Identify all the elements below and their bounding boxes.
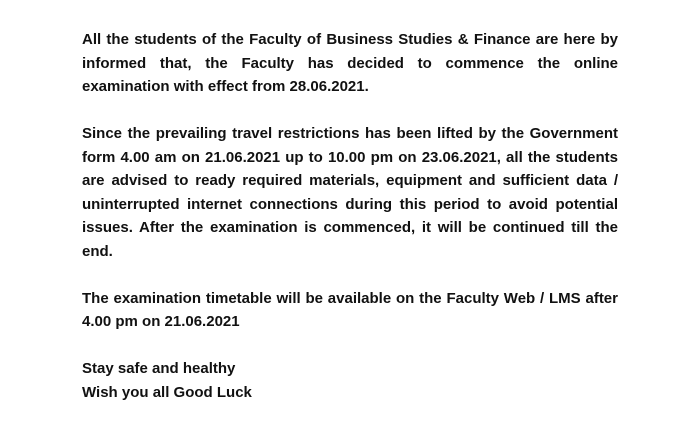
paragraph-commencement-notice: All the students of the Faculty of Business Studies & Finance are here by informed that, the Faculty has decided to commence the online examination with effect from 28.06.2021. xyxy=(82,31,618,95)
closing-line-good-luck: Wish you all Good Luck xyxy=(82,383,252,401)
paragraph-travel-restrictions: Since the prevailing travel restrictions has been lifted by the Government form 4.00 am on 21.06.2021 up to 10.00 pm on 23.06.2021, all the students are advised to ready required materials, equipment and sufficient data / uninterrupted internet connections during this period to avoid potential issues. After the examination is commenced, it will be continued till the end. xyxy=(82,125,618,260)
closing-line-stay-safe: Stay safe and healthy xyxy=(82,360,236,377)
notice-body xyxy=(82,28,618,404)
paragraph-timetable-availability: The examination timetable will be available on the Faculty Web / LMS after 4.00 pm on 21.06.2021 xyxy=(82,289,618,330)
closing-remarks xyxy=(82,357,618,404)
